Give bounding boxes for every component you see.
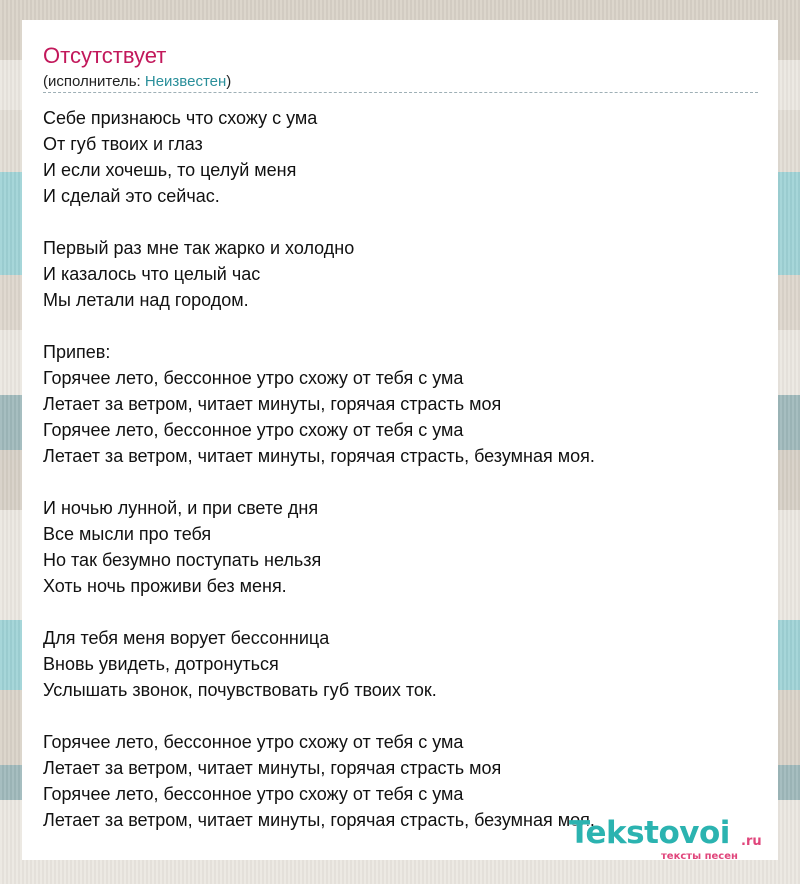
lyric-line: Для тебя меня ворует бессонница [43,628,330,648]
logo-tagline: тексты песен [661,851,738,862]
artist-line [43,73,231,90]
lyric-line: Себе признаюсь что схожу с ума [43,108,318,128]
lyric-line: Летает за ветром, читает минуты, горячая страсть, безумная моя. [43,810,595,830]
stanza-gap [43,313,763,339]
lyrics-card [22,20,778,860]
lyric-line: Мы летали над городом. [43,290,249,310]
artist-suffix: ) [226,73,232,90]
lyric-line: Но так безумно поступать нельзя [43,550,322,570]
stanza-gap [43,703,763,729]
lyrics-text [43,105,763,833]
lyric-line: И ночью лунной, и при свете дня [43,498,319,518]
lyric-line: Горячее лето, бессонное утро схожу от тебя с ума [43,784,464,804]
lyric-line: Услышать звонок, почувствовать губ твоих ток. [43,680,437,700]
lyric-line: Летает за ветром, читает минуты, горячая страсть моя [43,394,502,414]
lyric-line: От губ твоих и глаз [43,134,203,154]
logo-wordmark: Tekstovoi [569,815,730,851]
lyric-line: Хоть ночь проживи без меня. [43,576,287,596]
lyric-line: Летает за ветром, читает минуты, горячая страсть моя [43,758,502,778]
logo-tld: .ru [741,834,762,849]
lyric-line: Все мысли про тебя [43,524,212,544]
lyric-line: И сделай это сейчас. [43,186,220,206]
lyric-line: И казалось что целый час [43,264,261,284]
lyric-line: Первый раз мне так жарко и холодно [43,238,355,258]
artist-prefix: (исполнитель: [43,73,145,90]
song-title: Отсутствует [43,43,167,68]
stanza-gap [43,469,763,495]
stanza-gap [43,209,763,235]
title-divider [43,92,758,93]
lyric-line: Горячее лето, бессонное утро схожу от тебя с ума [43,732,464,752]
site-logo[interactable] [569,815,779,865]
lyric-line: И если хочешь, то целуй меня [43,160,297,180]
lyric-line: Летает за ветром, читает минуты, горячая страсть, безумная моя. [43,446,595,466]
lyric-line: Горячее лето, бессонное утро схожу от тебя с ума [43,368,464,388]
lyric-line: Припев: [43,342,111,362]
stanza-gap [43,599,763,625]
lyric-line: Горячее лето, бессонное утро схожу от тебя с ума [43,420,464,440]
artist-link[interactable]: Неизвестен [144,73,227,90]
lyric-line: Вновь увидеть, дотронуться [43,654,279,674]
